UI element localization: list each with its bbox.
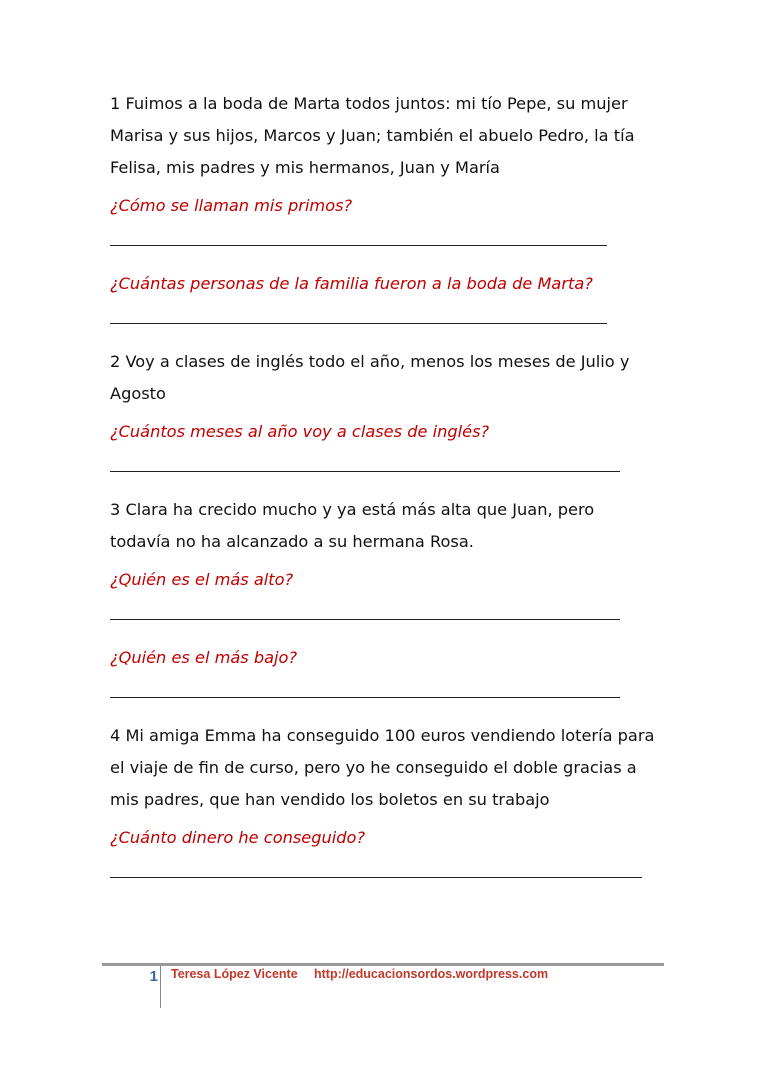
answer-line-1a[interactable] [110, 244, 607, 246]
answer-line-3b[interactable] [110, 696, 620, 698]
exercise-2 [110, 346, 670, 472]
exercise-3-question-2: ¿Quién es el más bajo? [110, 648, 298, 667]
answer-line-4a[interactable] [110, 876, 642, 878]
exercise-1-text-line: Marisa y sus hijos, Marcos y Juan; también el abuelo Pedro, la tía [110, 126, 635, 145]
footer-url-link[interactable]: http://educacionsordos.wordpress.com [314, 967, 549, 981]
answer-line-3a[interactable] [110, 618, 620, 620]
exercise-3-question-1: ¿Quién es el más alto? [110, 570, 294, 589]
exercise-3 [110, 494, 670, 698]
exercise-4-text-line: 4 Mi amiga Emma ha conseguido 100 euros vendiendo lotería para [110, 726, 655, 745]
footer-rule [102, 963, 664, 966]
page-number: 1 [149, 968, 158, 985]
exercise-1-text-line: Felisa, mis padres y mis hermanos, Juan y María [110, 158, 500, 177]
answer-line-2a[interactable] [110, 470, 620, 472]
answer-line-1b[interactable] [110, 322, 607, 324]
exercise-4-text-line: mis padres, que han vendido los boletos en su trabajo [110, 790, 550, 809]
footer-divider [160, 966, 161, 1008]
exercise-4-question-1: ¿Cuánto dinero he conseguido? [110, 828, 366, 847]
exercise-2-question-1: ¿Cuántos meses al año voy a clases de inglés? [110, 422, 490, 441]
exercise-4 [110, 720, 670, 878]
exercise-1-question-1: ¿Cómo se llaman mis primos? [110, 196, 353, 215]
exercise-3-text-line: todavía no ha alcanzado a su hermana Rosa. [110, 532, 474, 551]
exercise-2-text-line: 2 Voy a clases de inglés todo el año, menos los meses de Julio y [110, 352, 630, 371]
exercise-4-text-line: el viaje de fin de curso, pero yo he conseguido el doble gracias a [110, 758, 637, 777]
exercise-3-text-line: 3 Clara ha crecido mucho y ya está más alta que Juan, pero [110, 500, 595, 519]
footer-author: Teresa López Vicente [171, 967, 298, 981]
exercise-1 [110, 88, 670, 324]
exercise-1-question-2: ¿Cuántas personas de la familia fueron a la boda de Marta? [110, 274, 593, 293]
exercise-2-text-line: Agosto [110, 384, 166, 403]
exercise-1-text-line: 1 Fuimos a la boda de Marta todos juntos: mi tío Pepe, su mujer [110, 94, 628, 113]
worksheet-body [110, 88, 670, 900]
